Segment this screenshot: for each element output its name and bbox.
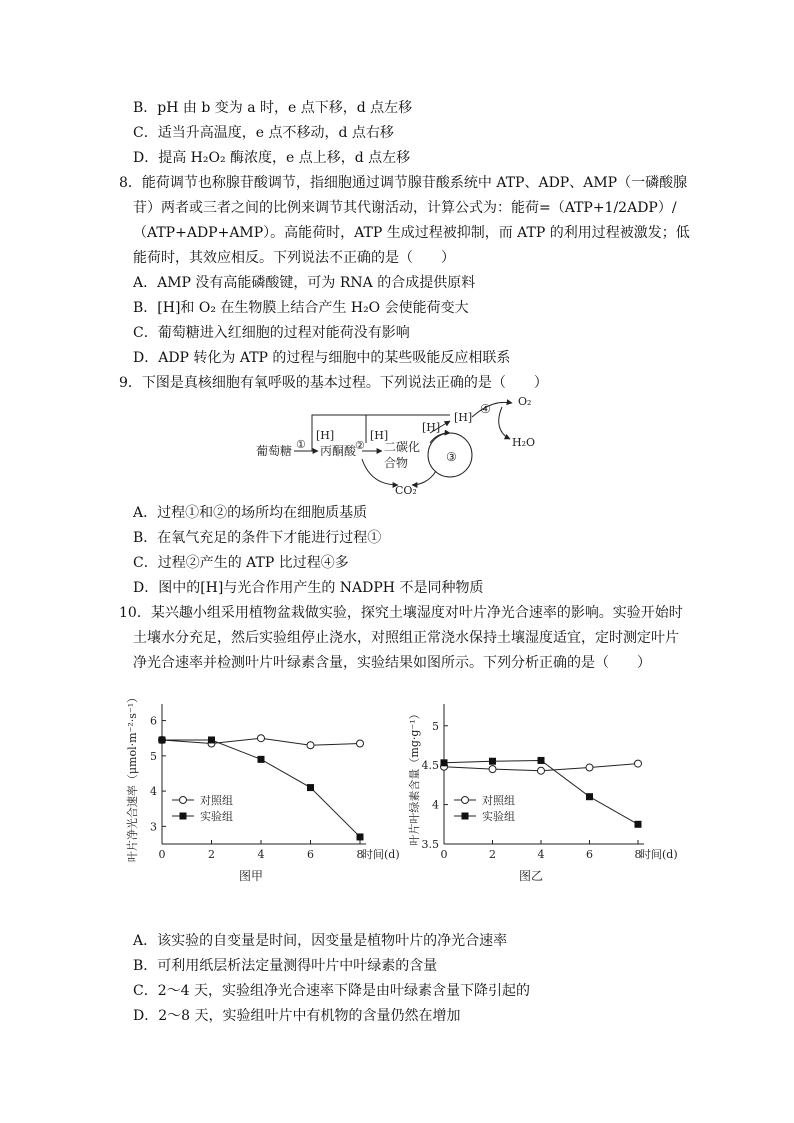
data-point-square [307, 784, 314, 791]
data-point-circle [307, 742, 314, 749]
step-3-label: ③ [446, 450, 457, 464]
c2-compound-label-1: 二碳化 [384, 440, 421, 454]
step-2-label: ② [355, 439, 365, 452]
h-label-2: [H] [370, 429, 389, 442]
x-tick-label: 8 [356, 848, 364, 861]
data-point-circle [489, 766, 496, 773]
x-tick-label: 4 [257, 848, 265, 861]
data-point-square [489, 758, 496, 765]
q8-option-a: A．AMP 没有高能磷酸键，可为 RNA 的合成提供原料 [133, 275, 476, 291]
q10-option-d: D．2～8 天，实验组叶片中有机物的含量仍然在增加 [133, 1008, 461, 1024]
q9-option-c: C．过程②产生的 ATP 比过程④多 [133, 555, 349, 571]
q8-stem-line-2: 苷）两者或三者之间的比例来调节其代谢活动，计算公式为：能荷=（ATP+1/2ADP）/ [133, 200, 677, 216]
h-label-1: [H] [316, 429, 335, 442]
data-point-square [635, 821, 642, 828]
q8-option-c: C．葡萄糖进入红细胞的过程对能荷没有影响 [133, 325, 410, 341]
legend-label-experiment: 实验组 [482, 810, 515, 823]
q10-stem-line-3: 净光合速率并检测叶片叶绿素含量，实验结果如图所示。下列分析正确的是（ ） [133, 655, 651, 671]
q7-option-b: B．pH 由 b 变为 a 时，e 点下移，d 点左移 [133, 100, 413, 116]
h2o-label: H₂O [512, 436, 536, 449]
x-tick-label: 2 [208, 848, 215, 861]
q8-option-b: B．[H]和 O₂ 在生物膜上结合产生 H₂O 会使能荷变大 [133, 300, 469, 316]
y-axis-label: 叶片叶绿素含量（mg·g⁻¹） [408, 708, 421, 846]
glucose-label: 葡萄糖 [256, 444, 293, 458]
y-tick-label: 5 [150, 749, 157, 763]
legend-label-control: 对照组 [200, 794, 233, 807]
q10-option-a: A．该实验的自变量是时间，因变量是植物叶片的净光合速率 [133, 933, 508, 949]
data-point-square [258, 756, 265, 763]
x-axis-label: 时间(d) [640, 848, 678, 861]
series-line-1 [162, 740, 360, 837]
co2-label: CO₂ [395, 484, 417, 497]
data-point-square [586, 793, 593, 800]
data-point-circle [586, 764, 593, 771]
chart-title: 图乙 [518, 869, 544, 883]
q8-stem-line-1: 8．能荷调节也称腺苷酸调节，指细胞通过调节腺苷酸系统中 ATP、ADP、AMP（一磷酸腺 [119, 175, 688, 191]
h-label-4: [H] [454, 411, 473, 424]
data-point-circle [538, 767, 545, 774]
x-tick-label: 8 [634, 848, 642, 861]
legend-marker-control [462, 797, 469, 804]
x-tick-label: 6 [307, 848, 314, 861]
y-tick-label: 3.5 [421, 838, 439, 851]
chart-jia [120, 691, 400, 887]
x-tick-label: 6 [586, 848, 593, 861]
q7-option-c: C．适当升高温度，e 点不移动，d 点右移 [133, 125, 394, 141]
chart-yi [400, 692, 692, 887]
legend-marker-control [180, 797, 187, 804]
legend-marker-experiment [462, 813, 469, 820]
q9-option-b: B．在氧气充足的条件下才能进行过程① [133, 530, 382, 546]
legend-label-experiment: 实验组 [200, 810, 233, 823]
y-tick-label: 4 [432, 798, 439, 812]
q9-option-a: A．过程①和②的场所均在细胞质基质 [133, 505, 368, 521]
data-point-circle [635, 760, 642, 767]
q10-stem-line-1: 10．某兴趣小组采用植物盆栽做实验，探究土壤湿度对叶片净光合速率的影响。实验开始时 [119, 605, 683, 621]
data-point-circle [357, 740, 364, 747]
x-axis-label: 时间(d) [362, 848, 400, 861]
y-tick-label: 6 [150, 714, 157, 728]
data-point-square [357, 833, 364, 840]
x-tick-label: 4 [537, 848, 545, 861]
step-1-label: ① [296, 438, 306, 451]
x-tick-label: 0 [158, 848, 166, 861]
chart-title: 图甲 [238, 869, 264, 883]
h-label-3: [H] [422, 421, 441, 434]
data-point-square [208, 736, 215, 743]
y-tick-label: 4.5 [421, 759, 439, 773]
q8-option-d: D．ADP 转化为 ATP 的过程与细胞中的某些吸能反应相联系 [133, 350, 511, 366]
data-point-square [538, 757, 545, 764]
data-point-square [159, 736, 166, 743]
y-tick-label: 4 [150, 785, 157, 799]
y-tick-label: 5 [432, 719, 439, 733]
q9-stem: 9．下图是真核细胞有氧呼吸的基本过程。下列说法正确的是（ ） [119, 375, 548, 391]
pyruvate-label: 丙酮酸 [320, 444, 357, 458]
q9-option-d: D．图中的[H]与光合作用产生的 NADPH 不是同种物质 [133, 580, 484, 596]
step-4-label: ④ [480, 402, 491, 416]
q10-option-c: C．2～4 天，实验组净光合速率下降是由叶绿素含量下降引起的 [133, 983, 530, 999]
q8-stem-line-3: （ATP+ADP+AMP）。高能荷时，ATP 生成过程被抑制，而 ATP 的利用过程被激发；低 [133, 225, 690, 241]
q10-stem-line-2: 土壤水分充足，然后实验组停止浇水，对照组正常浇水保持土壤湿度适宜，定时测定叶片 [133, 630, 679, 646]
q8-stem-line-4: 能荷时，其效应相反。下列说法不正确的是（ ） [133, 250, 455, 266]
c2-compound-label-2: 合物 [384, 456, 409, 470]
q7-option-d: D．提高 H₂O₂ 酶浓度，e 点上移，d 点左移 [133, 150, 411, 166]
y-axis-label: 叶片净光合速率（μmol·m⁻²·s⁻¹） [126, 691, 139, 863]
o2-label: O₂ [518, 395, 532, 408]
legend-marker-experiment [180, 813, 187, 820]
q10-option-b: B．可利用纸层析法定量测得叶片中叶绿素的含量 [133, 958, 438, 974]
legend-label-control: 对照组 [482, 794, 515, 807]
data-point-square [441, 759, 448, 766]
data-point-circle [258, 735, 265, 742]
y-tick-label: 3 [150, 820, 157, 834]
respiration-diagram [250, 393, 550, 503]
x-tick-label: 0 [440, 848, 448, 861]
x-tick-label: 2 [489, 848, 496, 861]
